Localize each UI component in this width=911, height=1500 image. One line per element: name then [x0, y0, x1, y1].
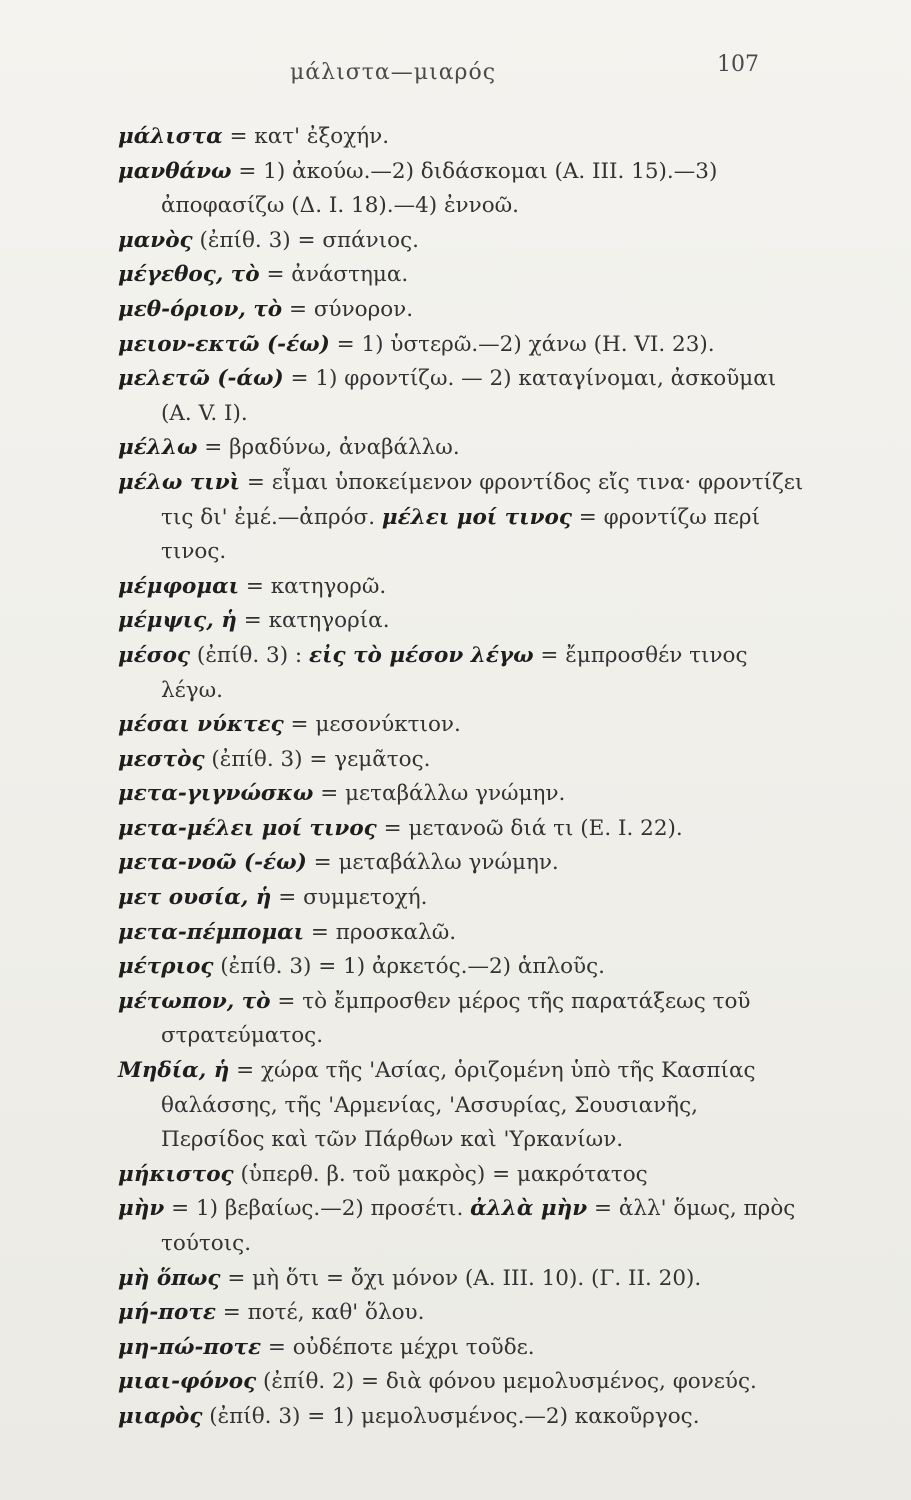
- headword: μέγεθος, τὸ: [118, 262, 260, 288]
- definition-continued: = ἀλλ' ὅμως, πρὸς τούτοις.: [161, 1196, 796, 1256]
- entry-list: [118, 120, 808, 1435]
- dictionary-entry: [118, 743, 808, 778]
- definition: = ποτέ, καθ' ὅλου.: [215, 1300, 425, 1326]
- definition: (ἐπίθ. 3) = 1) μεμολυσμένος.—2) κακοῦργος.: [202, 1403, 700, 1429]
- definition-continued: = ἔμπροσθέν τινος λέγω.: [161, 642, 748, 703]
- headword: μέλω τινὶ: [118, 469, 241, 495]
- headword: μέσαι νύκτες: [118, 712, 284, 738]
- headword: μεθ-όριον, τὸ: [118, 296, 283, 322]
- definition: = βραδύνω, ἀναβάλλω.: [197, 435, 460, 461]
- phrase: μέλει μοί τινος: [381, 504, 572, 530]
- dictionary-entry: [118, 328, 808, 363]
- definition: = οὐδέποτε μέχρι τοῦδε.: [261, 1334, 535, 1360]
- dictionary-entry: [118, 293, 808, 328]
- dictionary-entry: [118, 1400, 808, 1435]
- headword: μέμφομαι: [118, 573, 240, 599]
- definition: = 1) ὑστερῶ.—2) χάνω (Η. VI. 23).: [329, 331, 715, 357]
- dictionary-entry: [118, 846, 808, 881]
- definition: (ἐπίθ. 2) = διὰ φόνου μεμολυσμένος, φονεύς.: [256, 1369, 757, 1395]
- headword: Μηδία, ἡ: [118, 1058, 230, 1084]
- definition: (ἐπίθ. 3) = 1) ἀρκετός.—2) ἁπλοῦς.: [213, 954, 606, 980]
- dictionary-entry: [118, 985, 808, 1054]
- headword: μετα-πέμπομαι: [118, 919, 305, 945]
- definition: = κατηγορῶ.: [239, 573, 387, 599]
- definition: = κατηγορία.: [236, 608, 390, 634]
- headword: μελετῶ (-άω): [118, 366, 284, 392]
- headword: μιαρὸς: [118, 1403, 203, 1429]
- dictionary-entry: [118, 155, 808, 224]
- headword: μετα-γιγνώσκω: [118, 781, 314, 807]
- headword: μετα-μέλει μοί τινος: [118, 815, 377, 841]
- dictionary-entry: [118, 950, 808, 985]
- dictionary-entry: [118, 1365, 808, 1400]
- dictionary-entry: [118, 431, 808, 466]
- headword: μετα-νοῶ (-έω): [118, 850, 307, 876]
- definition: = χώρα τῆς 'Ασίας, ὁριζομένη ὑπὸ τῆς Κασπίας θαλάσσης, τῆς 'Αρμενίας, 'Ασσυρίας, Σουσιανῆς, Περσίδος καὶ τῶν Πάρθων καὶ 'Υρκανίων.: [161, 1058, 756, 1153]
- dictionary-entry: [118, 258, 808, 293]
- definition: (ἐπίθ. 3) = γεμᾶτος.: [204, 746, 431, 772]
- phrase: ἀλλὰ μὴν: [470, 1196, 588, 1222]
- dictionary-entry: [118, 881, 808, 916]
- dictionary-entry: [118, 916, 808, 951]
- headword: μιαι-φόνος: [118, 1369, 257, 1395]
- dictionary-entry: [118, 604, 808, 639]
- headword: μανὸς: [118, 227, 193, 253]
- page-number: 107: [717, 52, 759, 77]
- dictionary-entry: [118, 570, 808, 605]
- definition: = 1) βεβαίως.—2) προσέτι.: [164, 1196, 471, 1222]
- dictionary-entry: [118, 708, 808, 743]
- headword: μη-πώ-ποτε: [118, 1334, 262, 1360]
- headword: μήκιστος: [118, 1161, 234, 1187]
- definition: = ἀνάστημα.: [259, 262, 409, 288]
- definition: = εἶμαι ὑποκείμενον φροντίδος εἴς τινα· φροντίζει τις δι' ἐμέ.—ἀπρόσ.: [161, 469, 804, 530]
- definition: = μετανοῶ διά τι (Ε. Ι. 22).: [376, 815, 683, 841]
- phrase: εἰς τὸ μέσον λέγω: [309, 642, 534, 668]
- page-header: [0, 52, 911, 92]
- definition: (ἐπίθ. 3) :: [190, 642, 310, 668]
- headword: μὴν: [118, 1196, 165, 1222]
- definition: (ἐπίθ. 3) = σπάνιος.: [192, 227, 419, 253]
- headword: μάλιστα: [118, 124, 223, 149]
- dictionary-entry: [118, 1331, 808, 1366]
- headword: μέμψις, ἡ: [118, 608, 237, 634]
- headword: μέτριος: [118, 954, 214, 980]
- headword: μέσος: [118, 642, 191, 668]
- definition: (ὑπερθ. β. τοῦ μακρὸς) = μακρότατος: [233, 1161, 648, 1187]
- dictionary-entry: [118, 1158, 808, 1193]
- dictionary-entry: [118, 812, 808, 847]
- headword: μέλλω: [118, 435, 198, 461]
- dictionary-entry: [118, 1262, 808, 1297]
- definition: = μεσονύκτιον.: [283, 712, 461, 738]
- definition: = μὴ ὅτι = ὄχι μόνον (Α. ΙΙΙ. 10). (Γ. ΙΙ. 20).: [220, 1265, 702, 1291]
- definition: = προσκαλῶ.: [304, 919, 457, 945]
- definition: = 1) φροντίζω. — 2) καταγίνομαι, ἀσκοῦμαι (Α. V. Ι).: [161, 366, 777, 426]
- headword: μανθάνω: [118, 158, 232, 184]
- dictionary-entry: [118, 777, 808, 812]
- definition: = σύνορον.: [282, 296, 414, 322]
- headword: μεστὸς: [118, 746, 205, 772]
- headword: μή-ποτε: [118, 1300, 216, 1326]
- dictionary-entry: [118, 362, 808, 431]
- definition: = κατ' ἐξοχήν.: [222, 124, 390, 149]
- dictionary-entry: [118, 120, 808, 155]
- definition-continued: = φροντίζω περί τινος.: [161, 504, 760, 565]
- definition: = μεταβάλλω γνώμην.: [313, 781, 566, 807]
- headword: μετ ουσία, ἡ: [118, 885, 272, 911]
- definition: = μεταβάλλω γνώμην.: [306, 850, 559, 876]
- headword: μέτωπον, τὸ: [118, 988, 271, 1014]
- definition: = τὸ ἔμπροσθεν μέρος τῆς παρατάξεως τοῦ στρατεύματος.: [161, 988, 751, 1049]
- headword: μειον-εκτῶ (-έω): [118, 331, 330, 357]
- headword: μὴ ὅπως: [118, 1265, 221, 1291]
- dictionary-entry: [118, 1296, 808, 1331]
- dictionary-entry: [118, 639, 808, 708]
- definition: = συμμετοχή.: [271, 885, 428, 911]
- running-head: μάλιστα—μιαρός: [290, 60, 497, 85]
- dictionary-entry: [118, 1054, 808, 1158]
- dictionary-entry: [118, 224, 808, 259]
- definition: = 1) ἀκούω.—2) διδάσκομαι (Α. ΙΙΙ. 15).—3) ἀποφασίζω (Δ. Ι. 18).—4) ἐννοῶ.: [161, 158, 718, 219]
- dictionary-entry: [118, 466, 808, 570]
- dictionary-entry: [118, 1192, 808, 1261]
